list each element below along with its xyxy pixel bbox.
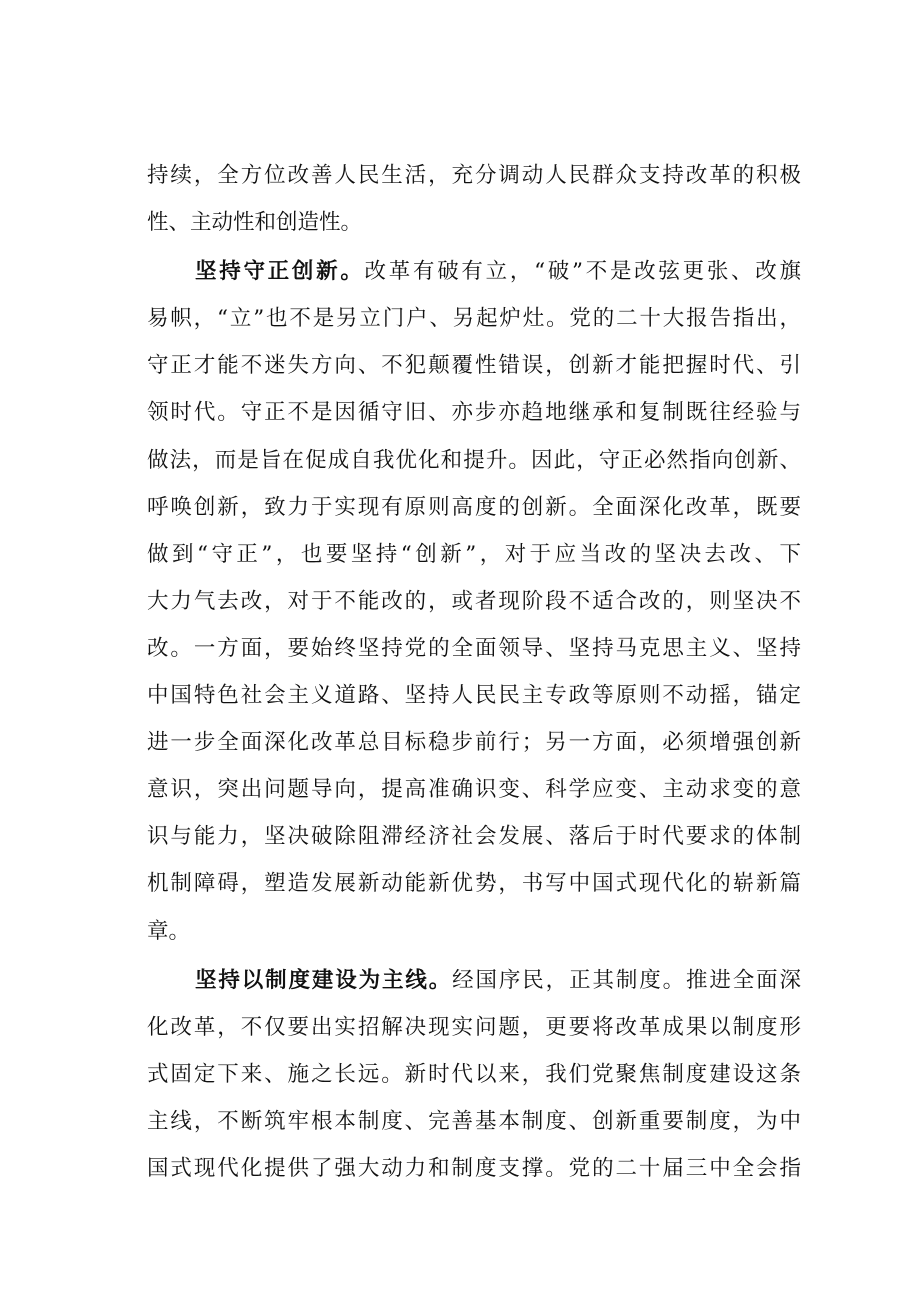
text-line: 机制障碍，塑造发展新动能新优势，书写中国式现代化的崭新篇 xyxy=(147,871,801,897)
text-line: 守正才能不迷失方向、不犯颠覆性错误，创新才能把握时代、引 xyxy=(147,353,801,379)
text-run: 改革有破有立，“破”不是改弦更张、改旗 xyxy=(364,259,801,285)
text-line: 国式现代化提供了强大动力和制度支撑。党的二十届三中全会指 xyxy=(147,1155,801,1181)
text-line: 式固定下来、施之长远。新时代以来，我们党聚焦制度建设这条 xyxy=(147,1061,801,1087)
text-line: 进一步全面深化改革总目标稳步前行；另一方面，必须增强创新 xyxy=(147,730,801,756)
paragraph-2 xyxy=(147,248,801,954)
paragraph-heading: 坚持以制度建设为主线。 xyxy=(195,967,453,993)
paragraph-heading: 坚持守正创新。 xyxy=(195,259,365,285)
text-line: 做法，而是旨在促成自我优化和提升。因此，守正必然指向创新、 xyxy=(147,447,801,473)
text-line: 呼唤创新，致力于实现有原则高度的创新。全面深化改革，既要 xyxy=(147,494,801,520)
paragraph-1 xyxy=(147,152,801,246)
text-line: 持续，全方位改善人民生活，充分调动人民群众支持改革的积极 xyxy=(147,163,801,188)
text-line: 识与能力，坚决破除阻滞经济社会发展、落后于时代要求的体制 xyxy=(147,824,801,850)
text-line: 化改革，不仅要出实招解决现实问题，更要将改革成果以制度形 xyxy=(147,1014,801,1040)
text-line: 中国特色社会主义道路、坚持人民民主专政等原则不动摇，锚定 xyxy=(147,683,801,709)
text-line: 领时代。守正不是因循守旧、亦步亦趋地继承和复制既往经验与 xyxy=(147,400,801,426)
text-line: 易帜，“立”也不是另立门户、另起炉灶。党的二十大报告指出， xyxy=(147,306,801,332)
paragraph-3 xyxy=(147,957,801,1192)
text-line: 主线，不断筑牢根本制度、完善基本制度、创新重要制度，为中 xyxy=(147,1108,801,1134)
document-page xyxy=(147,152,801,1192)
text-line: 改。一方面，要始终坚持党的全面领导、坚持马克思主义、坚持 xyxy=(147,635,801,661)
text-line xyxy=(147,248,801,295)
text-line: 大力气去改，对于不能改的，或者现阶段不适合改的，则坚决不 xyxy=(147,588,801,614)
text-line: 意识，突出问题导向，提高准确识变、科学应变、主动求变的意 xyxy=(147,777,801,803)
text-line: 章。 xyxy=(147,918,191,944)
text-line xyxy=(147,957,801,1004)
text-line: 性、主动性和创造性。 xyxy=(147,210,363,236)
text-line: 做到“守正”，也要坚持“创新”，对于应当改的坚决去改、下 xyxy=(147,541,801,567)
text-run: 经国序民，正其制度。推进全面深 xyxy=(452,967,801,993)
